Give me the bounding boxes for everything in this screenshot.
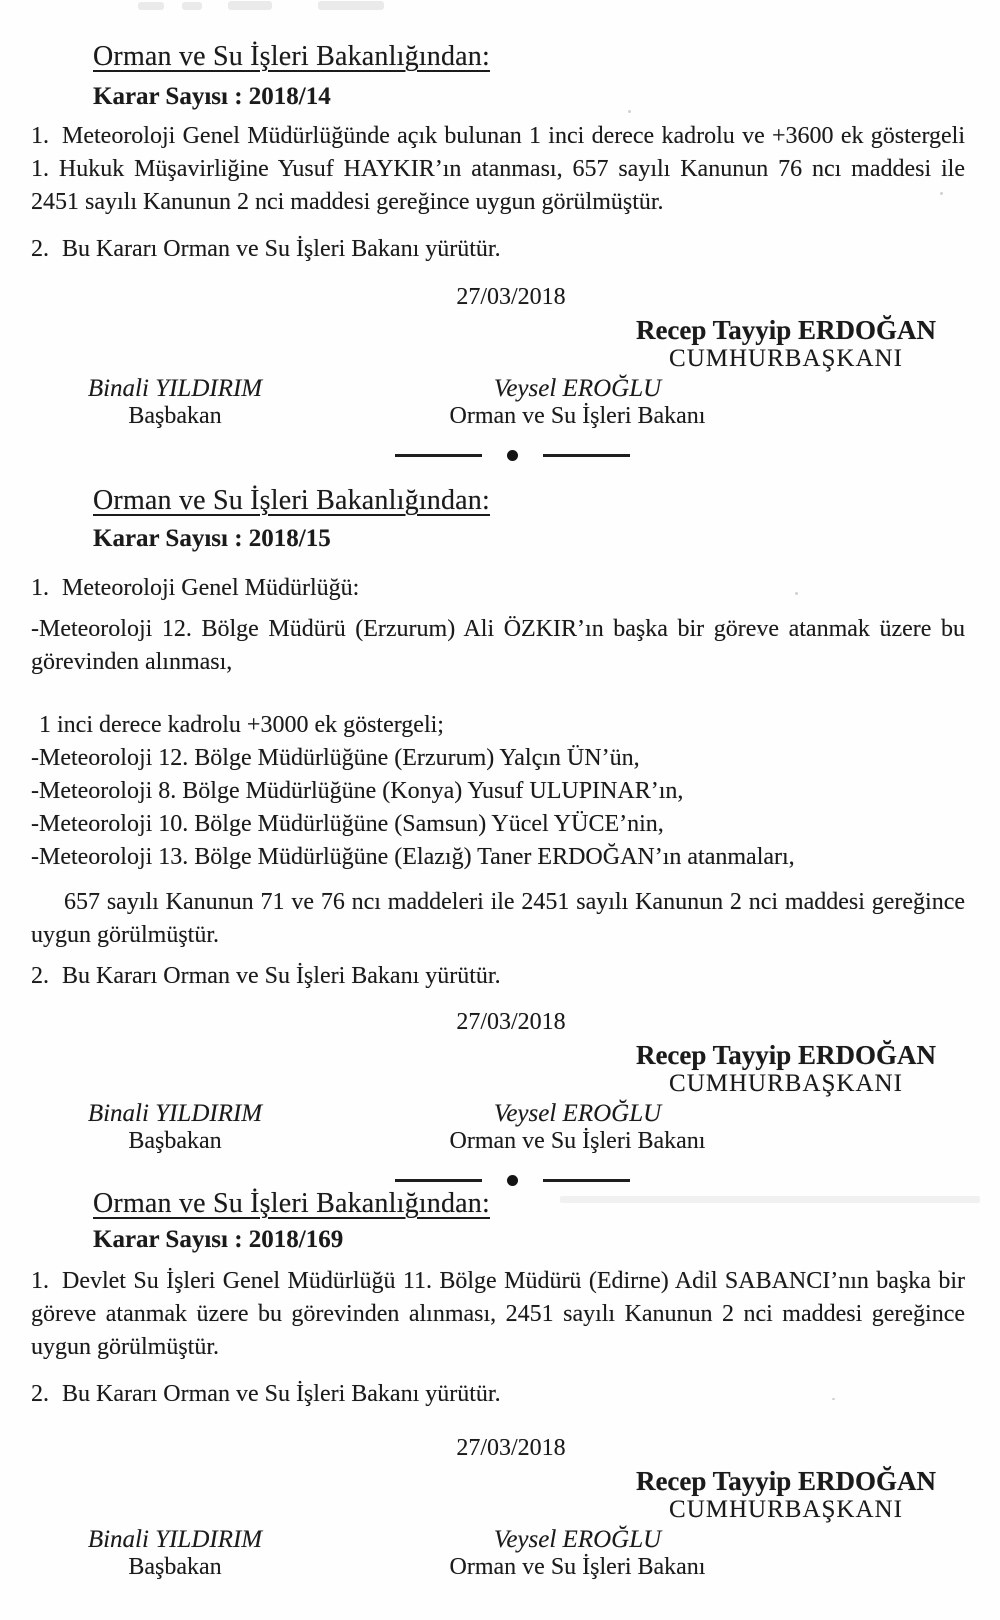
article-number: 1. xyxy=(31,575,49,601)
scan-smudge xyxy=(138,2,164,10)
scan-speck xyxy=(757,632,760,634)
minister-title: Orman ve Su İşleri Bakanı xyxy=(449,1554,706,1580)
president-signature xyxy=(636,1466,936,1524)
minister-signature xyxy=(400,1100,755,1155)
grade-line: 1 inci derece kadrolu +3000 ek göstergeli; xyxy=(39,712,444,738)
article-text: Bu Kararı Orman ve Su İşleri Bakanı yürütür. xyxy=(62,236,501,262)
scan-smudge xyxy=(228,1,272,10)
divider-dot-icon xyxy=(507,1175,518,1186)
appointment-line: -Meteoroloji 10. Bölge Müdürlüğüne (Samsun) Yücel YÜCE’nin, xyxy=(31,811,664,837)
article-text: Meteoroloji Genel Müdürlüğü: xyxy=(62,575,360,601)
decree-number: Karar Sayısı : 2018/14 xyxy=(93,83,331,110)
president-title: CUMHURBAŞKANI xyxy=(669,1070,903,1097)
divider-line xyxy=(543,1179,630,1182)
section-divider xyxy=(0,448,1000,460)
scan-speck xyxy=(795,592,798,595)
decree-article-1 xyxy=(31,1265,965,1364)
pm-name: Binali YILDIRIM xyxy=(87,1526,263,1553)
article-text: Bu Kararı Orman ve Su İşleri Bakanı yürütür. xyxy=(62,963,501,989)
pm-title: Başbakan xyxy=(128,403,222,429)
president-title: CUMHURBAŞKANI xyxy=(669,1496,903,1523)
minister-signatures xyxy=(0,375,1000,430)
signature-date: 27/03/2018 xyxy=(456,1009,566,1035)
article-text: Meteoroloji Genel Müdürlüğünde açık bulunan 1 inci derece kadrolu ve +3600 ek göstergeli 1. Hukuk Müşavirliğine Yusuf HAYKIR’ın atanması, 657 sayılı Kanunun 76 ncı maddesi ile 2451 sayılı Kanunun 2 nci maddesi gereğince uygun görülmüştür. xyxy=(31,123,965,215)
minister-signature xyxy=(400,375,755,430)
appointment-line: -Meteoroloji 8. Bölge Müdürlüğüne (Konya) Yusuf ULUPINAR’ın, xyxy=(31,778,684,804)
scan-speck xyxy=(832,1398,835,1400)
president-name: Recep Tayyip ERDOĞAN xyxy=(635,1466,936,1496)
article-number: 2. xyxy=(31,963,49,989)
appointment-list xyxy=(31,709,965,874)
decree-article-2 xyxy=(31,960,965,993)
pm-signature xyxy=(30,1100,320,1155)
divider-line xyxy=(543,454,630,457)
president-title: CUMHURBAŞKANI xyxy=(669,345,903,372)
signature-block xyxy=(0,1433,1000,1581)
pm-name: Binali YILDIRIM xyxy=(87,1100,263,1127)
president-name: Recep Tayyip ERDOĞAN xyxy=(635,1040,936,1070)
divider-dot-icon xyxy=(507,450,518,461)
president-signature xyxy=(636,315,936,373)
minister-signatures xyxy=(0,1100,1000,1155)
decree-number: Karar Sayısı : 2018/169 xyxy=(93,1226,344,1253)
minister-name: Veysel EROĞLU xyxy=(493,1526,662,1553)
appointment-line: -Meteoroloji 12. Bölge Müdürlüğüne (Erzurum) Yalçın ÜN’ün, xyxy=(31,745,640,771)
decree-2018-15 xyxy=(0,484,1000,1155)
scan-speck xyxy=(884,900,887,903)
decree-2018-14 xyxy=(0,40,1000,430)
president-signature xyxy=(636,1040,936,1098)
minister-title: Orman ve Su İşleri Bakanı xyxy=(449,1128,706,1154)
law-basis-paragraph: 657 sayılı Kanunun 71 ve 76 ncı maddeleri ile 2451 sayılı Kanunun 2 nci maddesi gereğince uygun görülmüştür. xyxy=(31,889,965,948)
scan-speck xyxy=(628,110,631,113)
pm-title: Başbakan xyxy=(128,1128,222,1154)
president-name: Recep Tayyip ERDOĞAN xyxy=(635,315,936,345)
decree-heading: Orman ve Su İşleri Bakanlığından: xyxy=(93,1188,490,1219)
decree-heading: Orman ve Su İşleri Bakanlığından: xyxy=(93,41,490,72)
article-text: Devlet Su İşleri Genel Müdürlüğü 11. Bölge Müdürü (Edirne) Adil SABANCI’nın başka bir göreve atanmak üzere bu görevinden alınması, 2451 sayılı Kanunun 2 nci maddesi gereğince uygun görülmüştür. xyxy=(31,1268,965,1360)
divider-line xyxy=(395,1179,482,1182)
article-number: 2. xyxy=(31,236,49,262)
pm-name: Binali YILDIRIM xyxy=(87,375,263,402)
decree-2018-169 xyxy=(0,1187,1000,1581)
signature-date: 27/03/2018 xyxy=(456,284,566,310)
removal-paragraph: -Meteoroloji 12. Bölge Müdürü (Erzurum) Ali ÖZKIR’ın başka bir göreve atanmak üzere bu görevinden alınması, xyxy=(31,616,965,675)
minister-name: Veysel EROĞLU xyxy=(493,1100,662,1127)
decree-article-2 xyxy=(31,233,965,266)
decree-article-2 xyxy=(31,1378,965,1411)
minister-signatures xyxy=(0,1526,1000,1581)
signature-block xyxy=(0,1007,1000,1155)
pm-signature xyxy=(30,1526,320,1581)
scan-noise-strip xyxy=(560,1196,980,1203)
minister-name: Veysel EROĞLU xyxy=(493,375,662,402)
signature-block xyxy=(0,282,1000,430)
article-text: Bu Kararı Orman ve Su İşleri Bakanı yürütür. xyxy=(62,1381,501,1407)
article-number: 2. xyxy=(31,1381,49,1407)
decree-article-1 xyxy=(31,572,965,605)
minister-signature xyxy=(400,1526,755,1581)
scan-smudge xyxy=(318,1,384,10)
pm-signature xyxy=(30,375,320,430)
section-divider xyxy=(0,1173,1000,1185)
minister-title: Orman ve Su İşleri Bakanı xyxy=(449,403,706,429)
divider-line xyxy=(395,454,482,457)
decree-number: Karar Sayısı : 2018/15 xyxy=(93,525,331,552)
appointment-line: -Meteoroloji 13. Bölge Müdürlüğüne (Elazığ) Taner ERDOĞAN’ın atanmaları, xyxy=(31,844,795,870)
decree-heading: Orman ve Su İşleri Bakanlığından: xyxy=(93,485,490,516)
decree-article-1 xyxy=(31,120,965,219)
article-number: 1. xyxy=(31,1268,49,1294)
scan-speck xyxy=(940,192,943,195)
pm-title: Başbakan xyxy=(128,1554,222,1580)
article-number: 1. xyxy=(31,123,49,149)
scan-smudge xyxy=(182,2,202,10)
signature-date: 27/03/2018 xyxy=(456,1435,566,1461)
